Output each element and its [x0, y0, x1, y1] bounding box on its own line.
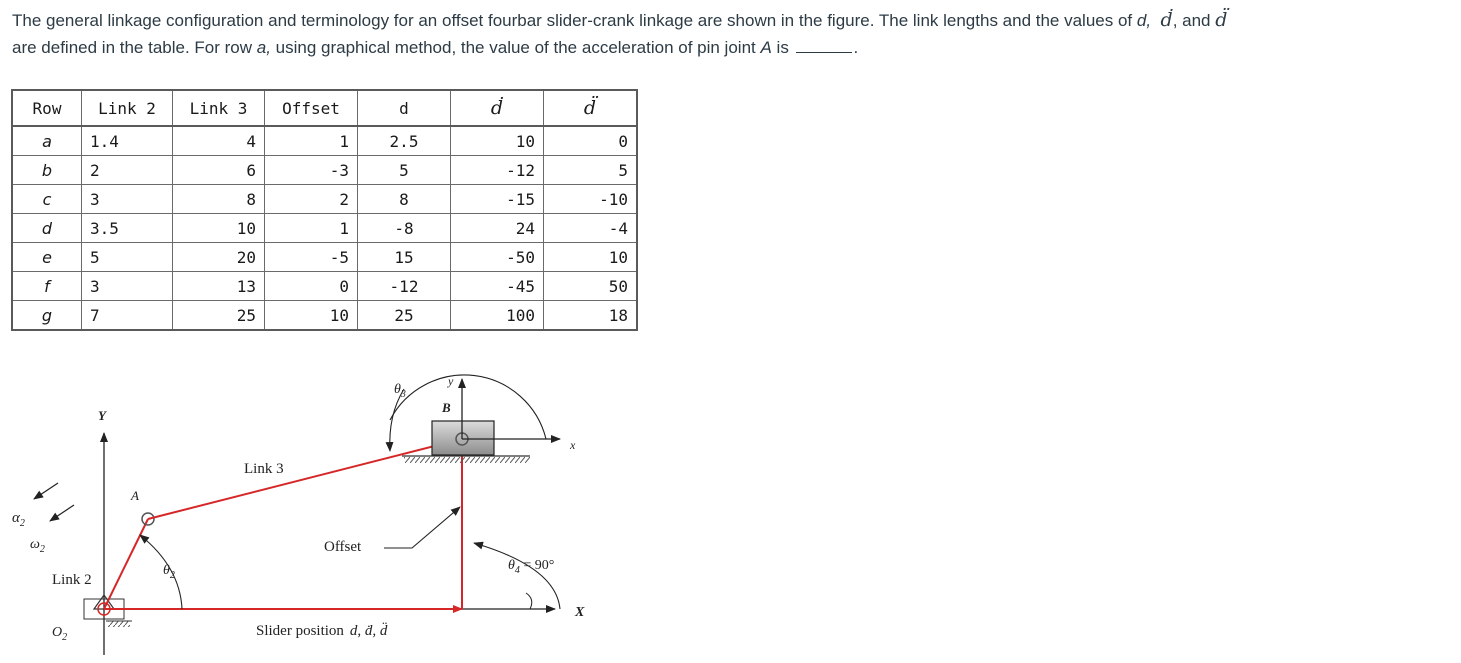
cell-d-dot: -12	[451, 156, 544, 185]
cell-link3: 6	[173, 156, 265, 185]
label-alpha2: $\alpha_2$	[12, 510, 25, 529]
cell-row: e	[12, 243, 82, 272]
o2-ground-hatch	[108, 621, 130, 627]
omega2-arrow	[50, 505, 74, 521]
cell-offset: -3	[265, 156, 358, 185]
table-row	[12, 126, 637, 156]
cell-row: b	[12, 156, 82, 185]
header-d-dot: ḋ	[451, 90, 544, 126]
header-row: Row	[12, 90, 82, 126]
cell-d-dot: -15	[451, 185, 544, 214]
cell-row: a	[12, 126, 82, 156]
data-table	[11, 89, 638, 331]
header-d-double-dot: d̈	[544, 90, 638, 126]
cell-offset: 2	[265, 185, 358, 214]
table-row	[12, 185, 637, 214]
cell-link2: 1.4	[82, 126, 173, 156]
label-local-x: x	[570, 438, 576, 452]
theta2-arc	[140, 535, 182, 609]
question-text: The general linkage configuration and terminology for an offset fourbar slider-crank linkage are shown in the figure. The link lengths and the values of d, ḋ, and d̈ are defined in the table. For row a, using graphical method, the value of the acceleration of pin joint A is .	[12, 9, 1228, 57]
slider-ground-hatch	[404, 457, 530, 463]
cell-offset: 1	[265, 214, 358, 243]
cell-link3: 8	[173, 185, 265, 214]
label-b: B	[442, 400, 451, 415]
label-theta2: $\theta_2$	[163, 563, 175, 581]
label-o2: $O_2$	[52, 625, 68, 643]
cell-d-double-dot: 0	[544, 126, 638, 156]
label-omega2: $\omega_2$	[30, 537, 45, 555]
table-row	[12, 156, 637, 185]
cell-d-double-dot: 10	[544, 243, 638, 272]
label-a: A	[131, 488, 139, 503]
table-row	[12, 301, 637, 331]
cell-d: -8	[358, 214, 451, 243]
table-row	[12, 272, 637, 301]
symbol-d-double-dot: d̈	[1215, 9, 1228, 31]
cell-link2: 3.5	[82, 214, 173, 243]
header-link3: Link 3	[173, 90, 265, 126]
cell-d-dot: 24	[451, 214, 544, 243]
symbol-d-dot: ḋ	[1160, 9, 1173, 31]
cell-d: 2.5	[358, 126, 451, 156]
theta4-tick	[526, 593, 532, 609]
theta4-arc	[474, 543, 560, 609]
cell-d-double-dot: 18	[544, 301, 638, 331]
cell-offset: 10	[265, 301, 358, 331]
link-2	[104, 519, 148, 609]
alpha2-arrow	[34, 483, 58, 499]
cell-link3: 4	[173, 126, 265, 156]
cell-d: -12	[358, 272, 451, 301]
cell-link3: 13	[173, 272, 265, 301]
label-offset: Offset	[324, 539, 362, 555]
answer-blank	[796, 38, 852, 53]
label-theta3: $\theta_3$	[394, 382, 406, 400]
slider-block	[432, 421, 494, 455]
header-offset: Offset	[265, 90, 358, 126]
cell-offset: -5	[265, 243, 358, 272]
cell-d: 8	[358, 185, 451, 214]
offset-pointer	[384, 507, 460, 548]
cell-offset: 0	[265, 272, 358, 301]
cell-d-double-dot: -10	[544, 185, 638, 214]
cell-d: 15	[358, 243, 451, 272]
cell-d-dot: 100	[451, 301, 544, 331]
cell-row: d	[12, 214, 82, 243]
label-link3: Link 3	[244, 461, 284, 477]
slider-crank-figure	[0, 355, 640, 660]
cell-link3: 20	[173, 243, 265, 272]
cell-row: c	[12, 185, 82, 214]
label-global-Y: Y	[98, 408, 106, 423]
cell-d-dot: -50	[451, 243, 544, 272]
cell-d: 25	[358, 301, 451, 331]
cell-link3: 10	[173, 214, 265, 243]
cell-d-dot: -45	[451, 272, 544, 301]
link-3	[148, 439, 462, 519]
table-row	[12, 214, 637, 243]
row-letter: a,	[256, 38, 271, 57]
cell-link2: 7	[82, 301, 173, 331]
label-slider-position: Slider position d, ḋ, d̈	[256, 623, 388, 639]
cell-d-double-dot: 5	[544, 156, 638, 185]
header-link2: Link 2	[82, 90, 173, 126]
data-table-wrapper	[11, 89, 638, 331]
label-global-X: X	[575, 605, 585, 620]
cell-offset: 1	[265, 126, 358, 156]
cell-link2: 5	[82, 243, 173, 272]
table-header-row	[12, 90, 637, 126]
pin-letter: A	[760, 38, 772, 57]
cell-d-dot: 10	[451, 126, 544, 156]
label-link2: Link 2	[52, 572, 92, 588]
cell-link2: 3	[82, 272, 173, 301]
symbol-d: d,	[1136, 11, 1152, 30]
cell-d: 5	[358, 156, 451, 185]
cell-link3: 25	[173, 301, 265, 331]
label-theta4: $\theta_4 = 90^\circ$	[508, 558, 555, 576]
label-local-y: y	[448, 374, 454, 388]
cell-link2: 3	[82, 185, 173, 214]
cell-d-double-dot: -4	[544, 214, 638, 243]
table-row	[12, 243, 637, 272]
cell-row: g	[12, 301, 82, 331]
cell-row: f	[12, 272, 82, 301]
cell-link2: 2	[82, 156, 173, 185]
header-d: d	[358, 90, 451, 126]
cell-d-double-dot: 50	[544, 272, 638, 301]
